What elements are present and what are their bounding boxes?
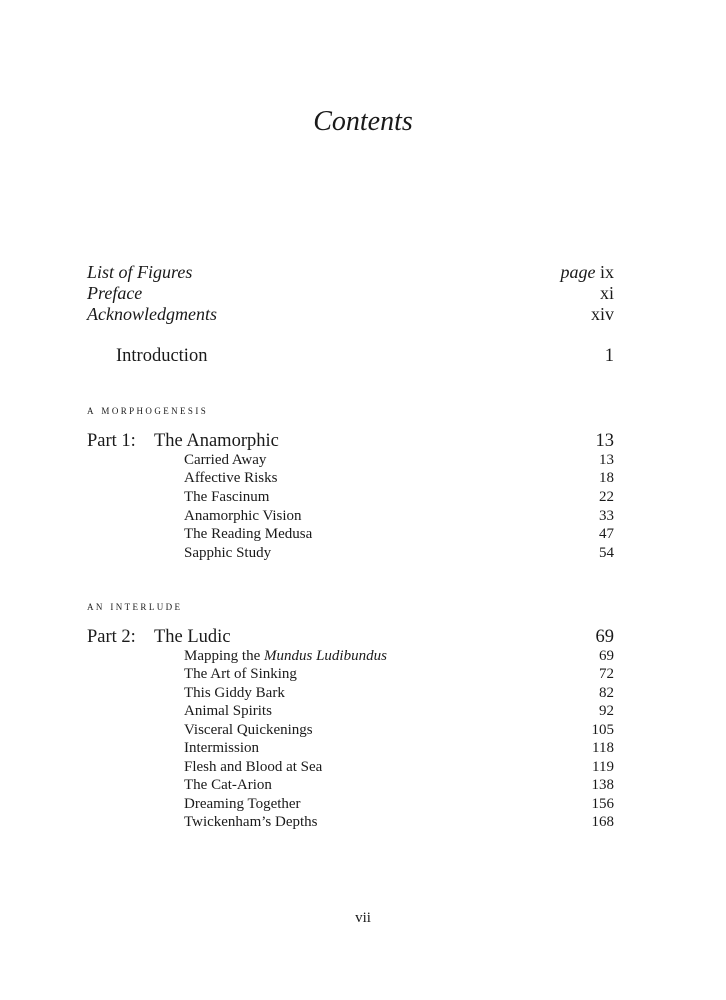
part-1-title: The Anamorphic (154, 431, 279, 451)
chapter-page: 47 (599, 526, 614, 542)
chapter-label-italic: Mundus Ludibundus (264, 648, 387, 664)
chapter-page: 54 (599, 545, 614, 561)
chapter-label: The Art of Sinking (184, 666, 297, 682)
chapter-label: Visceral Quickenings (184, 722, 313, 738)
chapter-page: 82 (599, 685, 614, 701)
chapter-label: Twickenham’s Depths (184, 814, 318, 830)
toc-entry-acknowledgments-label: Acknowledgments (87, 304, 217, 324)
chapter-label: The Cat-Arion (184, 777, 272, 793)
page-folio: vii (355, 910, 371, 926)
toc-entry-preface-label: Preface (87, 283, 143, 303)
chapter-label-roman: Mapping the (184, 648, 264, 664)
chapter-label: Intermission (184, 740, 259, 756)
chapter-page: 22 (599, 489, 614, 505)
chapter-page: 72 (599, 666, 614, 682)
part-2-number: Part 2: (87, 627, 136, 647)
section-heading-morphogenesis: a morphogenesis (87, 403, 209, 417)
chapter-label: Anamorphic Vision (184, 508, 302, 524)
chapter-label: Sapphic Study (184, 545, 272, 561)
chapter-page: 69 (599, 648, 614, 664)
chapter-page: 138 (591, 777, 614, 793)
chapter-label: Affective Risks (184, 470, 278, 486)
chapter-page: 13 (599, 452, 614, 468)
chapter-page: 18 (599, 470, 614, 486)
chapter-page: 118 (592, 740, 614, 756)
part-2-title: The Ludic (154, 627, 231, 647)
chapter-page: 105 (591, 722, 614, 738)
section-heading-interlude: an interlude (87, 599, 183, 613)
toc-entry-list-of-figures-page (560, 261, 614, 283)
page-title: Contents (313, 106, 413, 137)
chapter-label: Carried Away (184, 452, 267, 468)
page-number: ix (599, 262, 614, 282)
chapter-label: This Giddy Bark (184, 685, 285, 701)
chapter-label: The Reading Medusa (184, 526, 313, 542)
page-prefix: page (560, 262, 596, 282)
chapter-page: 156 (591, 796, 614, 812)
toc-entry-introduction-label: Introduction (116, 346, 208, 366)
chapter-label: The Fascinum (184, 489, 270, 505)
chapter-page: 119 (592, 759, 614, 775)
chapter-label (184, 647, 387, 665)
toc-entry-preface-page: xi (599, 283, 614, 303)
chapter-page: 33 (599, 508, 614, 524)
part-2-page: 69 (595, 627, 614, 647)
chapter-label: Dreaming Together (184, 796, 301, 812)
part-1-page: 13 (595, 431, 614, 451)
chapter-label: Flesh and Blood at Sea (184, 759, 323, 775)
chapter-page: 168 (591, 814, 614, 830)
chapter-label: Animal Spirits (184, 703, 272, 719)
toc-entry-list-of-figures-label: List of Figures (87, 262, 193, 282)
chapter-page: 92 (599, 703, 614, 719)
toc-entry-introduction-page: 1 (604, 346, 614, 366)
part-1-number: Part 1: (87, 431, 136, 451)
toc-entry-acknowledgments-page: xiv (590, 304, 614, 324)
